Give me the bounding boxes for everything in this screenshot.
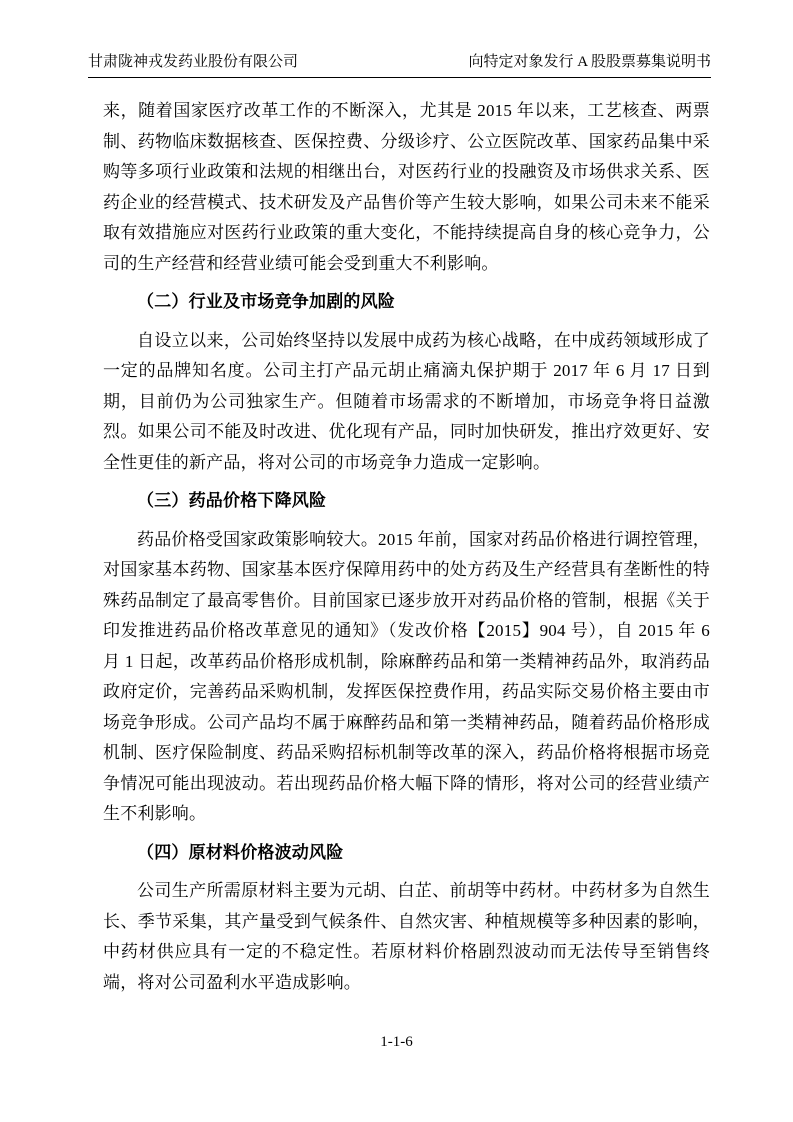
document-body	[103, 96, 710, 998]
section-heading-market-competition-risk: （二）行业及市场竞争加剧的风险	[137, 292, 395, 311]
paragraph-drug-price-decline-risk: 药品价格受国家政策影响较大。2015 年前，国家对药品价格进行调控管理，对国家基本药物、国家基本医疗保障用药中的处方药及生产经营具有垄断性的特殊药品制定了最高零售价。目前国家已逐步放开对药品价格的管制，根据《关于印发推进药品价格改革意见的通知》（发改价格【2015】904 号），自 2015 年 6 月 1 日起，改革药品价格形成机制，除麻醉药品和第一类精神药品外，取消药品政府定价，完善药品采购机制，发挥医保控费作用，药品实际交易价格主要由市场竞争形成。公司产品均不属于麻醉药品和第一类精神药品，随着药品价格形成机制、医疗保险制度、药品采购招标机制等改革的深入，药品价格将根据市场竞争情况可能出现波动。若出现药品价格大幅下降的情形，将对公司的经营业绩产生不利影响。	[103, 529, 710, 823]
page-header	[88, 52, 711, 78]
section-heading-raw-material-price-risk: （四）原材料价格波动风险	[137, 842, 344, 862]
header-document-title: 向特定对象发行 A 股股票募集说明书	[468, 54, 711, 70]
paragraph-policy-risk-continued: 来，随着国家医疗改革工作的不断深入，尤其是 2015 年以来，工艺核查、两票制、药物临床数据核查、医保控费、分级诊疗、公立医院改革、国家药品集中采购等多项行业政策和法规的相继出台，对医药行业的投融资及市场供求关系、医药企业的经营模式、技术研发及产品售价等产生较大影响，如果公司未来不能采取有效措施应对医药行业政策的重大变化，不能持续提高自身的核心竞争力，公司的生产经营和经营业绩可能会受到重大不利影响。	[103, 101, 710, 273]
paragraph-raw-material-price-risk: 公司生产所需原材料主要为元胡、白芷、前胡等中药材。中药材多为自然生长、季节采集，其产量受到气候条件、自然灾害、种植规模等多种因素的影响，中药材供应具有一定的不稳定性。若原材料价格剧烈波动而无法传导至销售终端，将对公司盈利水平造成影响。	[103, 881, 710, 992]
page-number: 1-1-6	[380, 1034, 413, 1050]
paragraph-market-competition-risk: 自设立以来，公司始终坚持以发展中成药为核心战略，在中成药领域形成了一定的品牌知名度。公司主打产品元胡止痛滴丸保护期于 2017 年 6 月 17 日到期，目前仍为公司独家生产。但随着市场需求的不断增加，市场竞争将日益激烈。如果公司不能及时改进、优化现有产品，同时加快研发，推出疗效更好、安全性更佳的新产品，将对公司的市场竞争力造成一定影响。	[103, 330, 710, 472]
section-heading-drug-price-decline-risk: （三）药品价格下降风险	[137, 491, 327, 510]
header-company-name: 甘肃陇神戎发药业股份有限公司	[88, 54, 299, 70]
